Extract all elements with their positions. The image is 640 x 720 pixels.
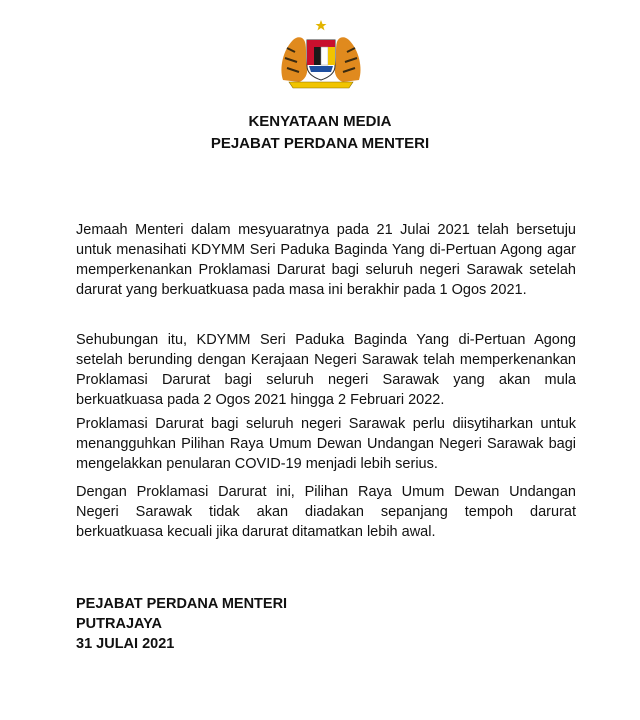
signature-office: PEJABAT PERDANA MENTERI bbox=[76, 596, 288, 612]
signature-place: PUTRAJAYA bbox=[76, 616, 162, 632]
malaysia-coat-of-arms-icon bbox=[275, 18, 367, 90]
signature-date: 31 JULAI 2021 bbox=[76, 636, 175, 652]
issuing-office: PEJABAT PERDANA MENTERI bbox=[210, 135, 430, 152]
signature-block bbox=[76, 594, 287, 654]
paragraph-4: Dengan Proklamasi Darurat ini, Pilihan Raya Umum Dewan Undangan Negeri Sarawak tidak akan diadakan sepanjang tempoh darurat berkuatkuasa kecuali jika darurat ditamatkan lebih awal. bbox=[76, 484, 576, 540]
paragraph-3: Proklamasi Darurat bagi seluruh negeri Sarawak perlu diisytiharkan untuk menangguhkan Pilihan Raya Umum Dewan Undangan Negeri Sarawak bagi mengelakkan penularan COVID-19 menjadi lebih serius. bbox=[76, 416, 576, 472]
paragraph-2: Sehubungan itu, KDYMM Seri Paduka Baginda Yang di-Pertuan Agong setelah berunding dengan Kerajaan Negeri Sarawak telah memperkenankan Proklamasi Darurat bagi seluruh negeri Sarawak yang akan mula berkuatkuasa pada 2 Ogos 2021 hingga 2 Februari 2022. bbox=[76, 332, 576, 408]
paragraph-1: Jemaah Menteri dalam mesyuaratnya pada 21 Julai 2021 telah bersetuju untuk menasihati KDYMM Seri Paduka Baginda Yang di-Pertuan Agong agar memperkenankan Proklamasi Darurat bagi seluruh negeri Sarawak setelah darurat yang berkuatkuasa pada masa ini berakhir pada 1 Ogos 2021. bbox=[76, 222, 576, 298]
statement-title: KENYATAAN MEDIA bbox=[248, 113, 392, 130]
